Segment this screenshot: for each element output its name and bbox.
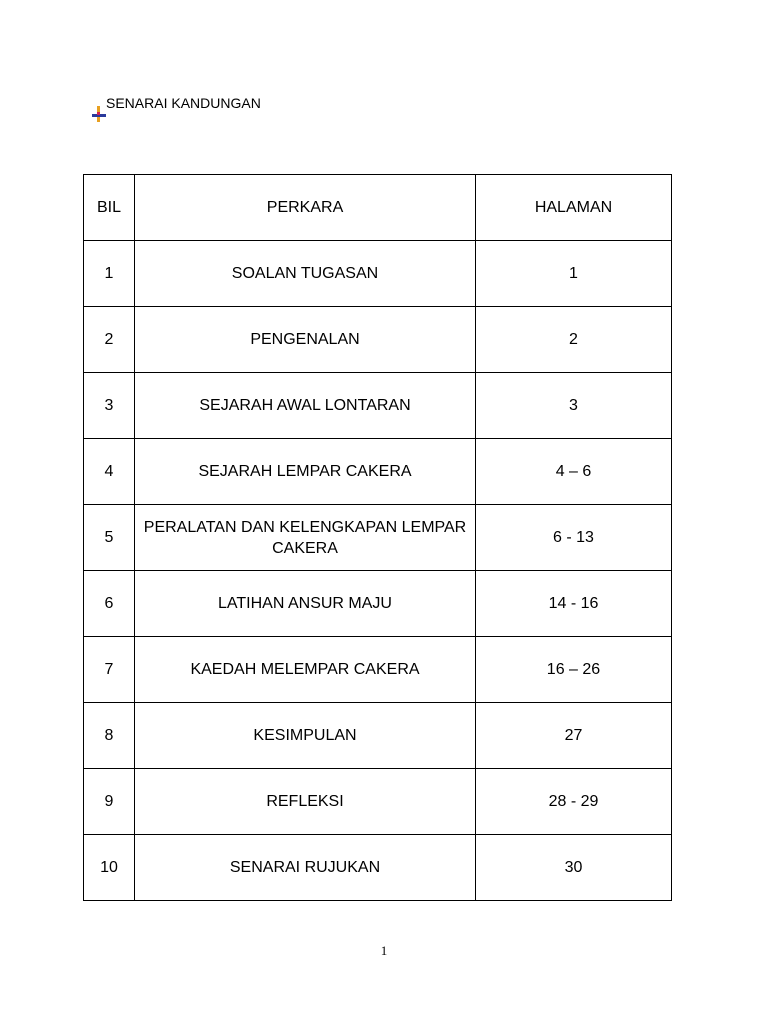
cross-bullet-icon [92, 106, 106, 122]
cell-bil: 4 [84, 439, 135, 505]
table-row [84, 439, 672, 505]
cell-halaman: 3 [476, 373, 672, 439]
cell-halaman: 27 [476, 703, 672, 769]
header-halaman: HALAMAN [476, 175, 672, 241]
table-row [84, 505, 672, 571]
cell-perkara: REFLEKSI [135, 769, 476, 835]
cell-perkara: SOALAN TUGASAN [135, 241, 476, 307]
table-row [84, 703, 672, 769]
table-row [84, 769, 672, 835]
cell-bil: 2 [84, 307, 135, 373]
cell-perkara: PENGENALAN [135, 307, 476, 373]
cell-bil: 6 [84, 571, 135, 637]
cell-halaman: 16 – 26 [476, 637, 672, 703]
cell-halaman: 1 [476, 241, 672, 307]
header-perkara: PERKARA [135, 175, 476, 241]
table-row [84, 241, 672, 307]
cell-halaman: 2 [476, 307, 672, 373]
table-header-row [84, 175, 672, 241]
cell-halaman: 4 – 6 [476, 439, 672, 505]
cell-bil: 8 [84, 703, 135, 769]
cell-perkara: KAEDAH MELEMPAR CAKERA [135, 637, 476, 703]
cell-bil: 7 [84, 637, 135, 703]
cell-bil: 10 [84, 835, 135, 901]
cell-perkara: PERALATAN DAN KELENGKAPAN LEMPAR CAKERA [135, 505, 476, 571]
contents-table [83, 174, 672, 901]
table-row [84, 571, 672, 637]
cell-perkara: SEJARAH LEMPAR CAKERA [135, 439, 476, 505]
cell-halaman: 30 [476, 835, 672, 901]
cell-bil: 3 [84, 373, 135, 439]
cell-perkara: LATIHAN ANSUR MAJU [135, 571, 476, 637]
cell-halaman: 14 - 16 [476, 571, 672, 637]
table-row [84, 835, 672, 901]
table-body [84, 241, 672, 901]
cell-perkara: KESIMPULAN [135, 703, 476, 769]
table-row [84, 637, 672, 703]
cell-bil: 9 [84, 769, 135, 835]
heading-text: SENARAI KANDUNGAN [106, 95, 261, 111]
header-bil: BIL [84, 175, 135, 241]
table-row [84, 373, 672, 439]
table-row [84, 307, 672, 373]
cell-halaman: 28 - 29 [476, 769, 672, 835]
cell-bil: 1 [84, 241, 135, 307]
cell-perkara: SENARAI RUJUKAN [135, 835, 476, 901]
cell-perkara: SEJARAH AWAL LONTARAN [135, 373, 476, 439]
page-number: 1 [380, 943, 388, 958]
cell-bil: 5 [84, 505, 135, 571]
cell-halaman: 6 - 13 [476, 505, 672, 571]
